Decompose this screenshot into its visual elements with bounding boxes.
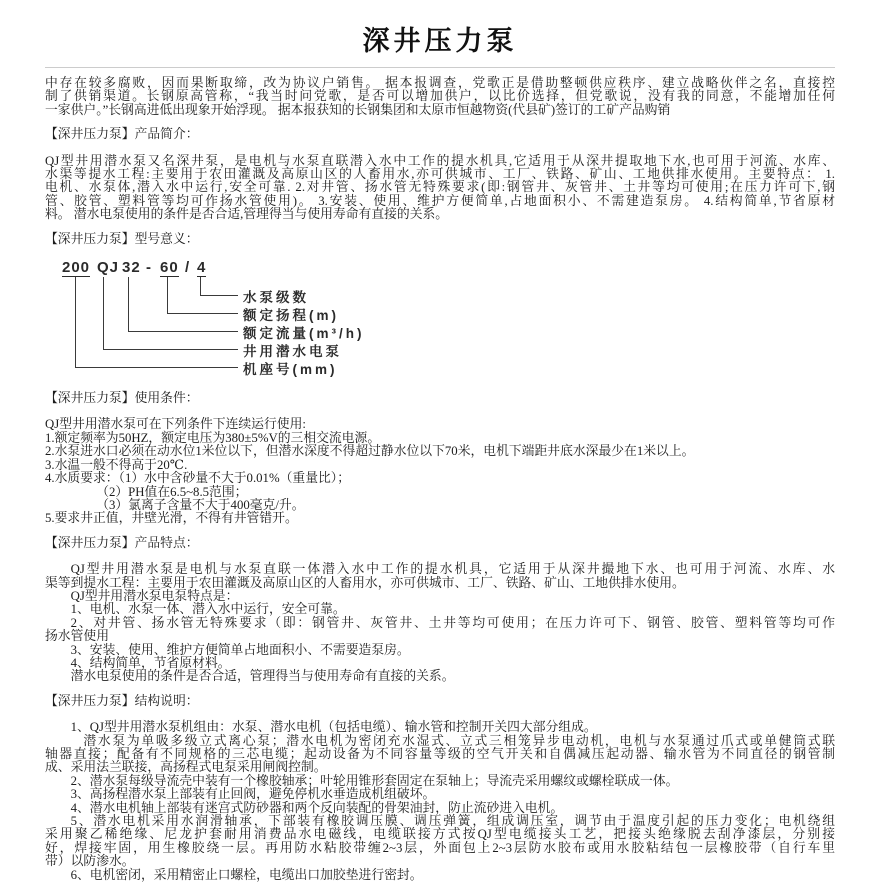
section-heading: 【深井压力泵】结构说明： — [45, 693, 199, 708]
text-line: 5.要求井正值，井壁光滑，不得有井管错开。 — [45, 511, 298, 526]
model-code-token: 200 — [62, 259, 91, 277]
intro-paragraph — [45, 77, 835, 117]
text-line: 3、安装、使用、维护方便简单占地面积小、不需要造泵房。 — [70, 642, 410, 657]
text-line: QJ型井用潜水泵是电机与水泵直联一体潜入水中工作的提水机具，它适用于从深井撮地下水、也可用于河流、水库、水 — [70, 562, 835, 577]
diagram-label: 井用潜水电泵 — [243, 344, 342, 360]
document-section — [45, 392, 835, 526]
document-section — [45, 128, 835, 221]
text-line: 一家供户。”长钢高进低出现象开始浮现。 据本报获知的长钢集团和太原市恒越物资(代县矿)签订的工矿产品购销 — [45, 102, 671, 117]
text-line: （2）PH值在6.5~8.5范围； — [96, 484, 248, 499]
document-section — [45, 233, 835, 381]
diagram-label: 额定扬程(m) — [243, 308, 339, 324]
text-line: 中存在较多腐败，因而果断取缔，改为协议户销售。 据本报调查，党歌正是借助整顿供应秩序、建立战略伙伴之名，直接控 — [45, 76, 835, 90]
model-code-token: 32 — [122, 259, 141, 277]
text-line: 电机、水泵体,潜入水中运行,安全可靠. 2.对井管、扬水管无特殊要求(即:钢管井、灰管井、土井等均可使用;在压力许可下,钢 — [45, 180, 835, 195]
text-line: 料。 潜水电泵使用的条件是否合适,管理得当与使用寿命有直接的关系。 — [45, 207, 449, 222]
section-heading: 【深井压力泵】产品特点： — [45, 535, 199, 550]
document-content — [45, 128, 835, 882]
text-line: 带）以防渗水。 — [45, 854, 135, 869]
text-line: 采用聚乙稀绝缘、尼龙护套耐用消费品水电磁线，电缆联接方式按QJ型电缆接头工艺，把接头绝缘脱去刮净漆层，分别接 — [45, 827, 835, 842]
text-line: QJ型井用潜水泵可在下列条件下连续运行使用: — [45, 417, 306, 432]
diagram-label: 水泵级数 — [243, 290, 309, 306]
text-line: 水渠等提水工程:主要用于农田灌溉及高原山区的人畜用水,亦可供城市、工厂、铁路、矿山、工地供排水使用。主要特点： 1. — [45, 167, 835, 182]
diagram-label: 机座号(mm) — [243, 362, 338, 378]
document-section — [45, 537, 835, 684]
text-line: 渠等到提水工程：主要用于农田灌溉及高原山区的人畜用水，亦可供城市、工厂、铁路、矿山、工地供排水使用。 — [45, 575, 685, 590]
text-line: 潜水泵为单吸多级立式离心泵；潜水电机为密闭充水湿式、立式三相笼异步电动机，电机与水泵通过爪式或单健筒式联 — [83, 733, 835, 748]
section-heading: 【深井压力泵】型号意义： — [45, 231, 199, 246]
text-line: 6、电机密闭，采用精密止口螺栓，电缆出口加胶垫进行密封。 — [70, 867, 423, 882]
text-line: 5、潜水电机采用水润滑轴承，下部装有橡胶调压膜、调压弹簧，组成调压室，调节由于温度引起的压力变化；电机绕组 — [70, 814, 835, 829]
text-line: 2.水泵进水口必须在动水位1米位以下，但潜水深度不得超过静水位以下70米，电机下端距井底水深最少在1米以上。 — [45, 444, 695, 459]
text-line: 1、QJ型井用潜水泵机组由：水泵、潜水电机（包括电缆）、输水管和控制开关四大部分组成。 — [70, 720, 597, 735]
text-line: 1.额定频率为50HZ，额定电压为380±5%V的三相交流电源。 — [45, 430, 381, 445]
text-line: （3）氯离子含量不大于400毫克/升。 — [96, 497, 305, 512]
text-line: 扬水管使用 — [45, 629, 109, 644]
text-line: 3.水温一般不得高于20℃. — [45, 457, 188, 472]
text-line: 4.水质要求：（1）水中含砂量不大于0.01%（重量比）； — [45, 471, 350, 486]
text-line: 4、结构简单，节省原材料。 — [70, 655, 231, 670]
text-line: QJ型井用潜水泵又名深井泵，是电机与水泵直联潜入水中工作的提水机具,它适用于从深井提取地下水,也可用于河流、水库、 — [45, 153, 835, 168]
model-code-token: 4 — [197, 259, 207, 277]
model-code-token: - — [146, 259, 152, 277]
text-line: 1、电机、水泵一体、潜入水中运行，安全可靠。 — [70, 602, 346, 617]
page-title: 深井压力泵 — [362, 26, 518, 56]
text-line: 成、采用法兰联接，高扬程式电泵采用闸阀控制。 — [45, 760, 327, 775]
text-line: 轴器直接；配备有不同规格的三芯电缆；起动设备为不同容量等级的空气开关和自偶减压起动器、输水管为不同直径的钢管制 — [45, 747, 835, 761]
text-line: 潜水电泵使用的条件是否合适，管理得当与使用寿命有直接的关系。 — [70, 669, 455, 684]
section-heading: 【深井压力泵】产品简介： — [45, 127, 199, 142]
model-code-token: 60 — [160, 259, 179, 277]
text-line: 好，焊接牢固，用生橡胶绕一层。再用防水粘胶带缠2~3层，外面包上2~3层防水胶布或用水胶粘结包一层橡胶带（自行车里 — [45, 840, 835, 855]
text-line: 2、潜水泵每级导流壳中装有一个橡胶轴承；叶轮用锥形套固定在泵轴上；导流壳采用螺纹或螺栓联成一体。 — [70, 773, 679, 788]
text-line: 3、高扬程潜水泵上部装有止回阀，避免停机水垂造成机组破坏。 — [70, 787, 436, 802]
text-line: 2、对井管、扬水管无特殊要求（即：钢管井、灰管井、土井等均可使用；在压力许可下、钢管、胶管、塑料管等均可作 — [70, 615, 835, 630]
text-line: QJ型井用潜水泵电泵特点是： — [70, 588, 239, 603]
model-code-token: / — [185, 259, 191, 277]
diagram-label: 额定流量(m³/h) — [243, 326, 365, 342]
model-code-token: QJ — [97, 259, 120, 277]
text-line: 管、胶管、塑料管等均可作扬水管使用)。 3.安装、使用、维护方便简单,占地面积小、不需建造泵房。 4.结构简单,节省原材 — [45, 193, 835, 208]
text-line: 制了供销渠道。长钢原高管称，“我当时问党歌，是否可以增加供户，以比价选择，但党歌说，没有我的同意，不能增加任何 — [45, 89, 835, 104]
section-heading: 【深井压力泵】使用条件： — [45, 391, 199, 406]
diagram-connector-line — [75, 277, 238, 368]
text-line: 4、潜水电机轴上部装有迷宫式防砂器和两个反向装配的骨架油封，防止流砂进入电机。 — [70, 800, 564, 815]
model-number-diagram — [45, 259, 835, 381]
document-section — [45, 695, 835, 882]
title-divider — [45, 67, 835, 68]
